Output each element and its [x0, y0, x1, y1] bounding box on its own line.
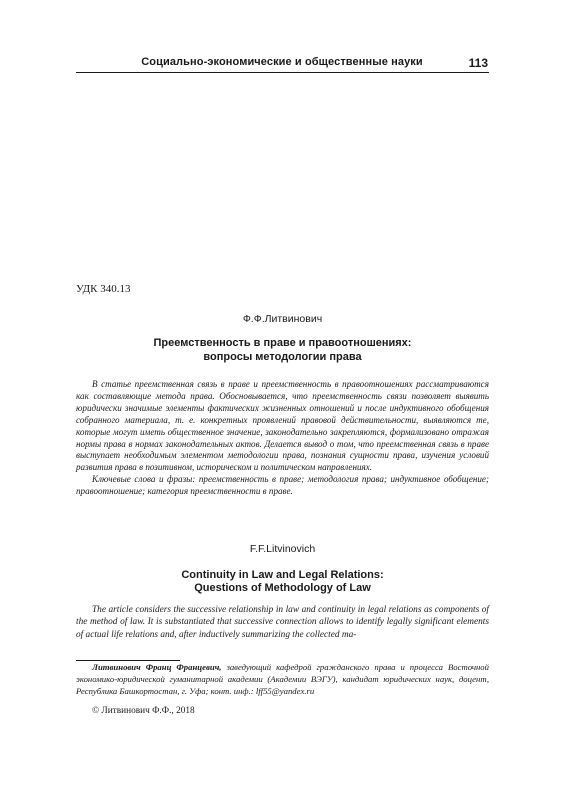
author-name-en: F.F.Litvinovich	[249, 543, 316, 555]
footnote-paragraph	[76, 662, 489, 697]
article-title-ru	[76, 336, 489, 364]
abstract-ru-text: В статье преемственная связь в праве и преемственность в правоотношениях рассматриваются как составляющие метода права. Обосновывается, что преемственность связи позволяет выявить юридически значимые элементы фактических жизненных отношений и после индуктивного обобщения собранного материала, т. е. конкретных проявлений правовой действительности, выявляются те, которые могут иметь общественное значение, законодательно закрепляются, формализовано отражая нормы права в нормах законодательных актов. Делается вывод о том, что преемственная связь в праве выступает необходимым элементом методологии права, познания сущности права, изучения условий развития права в позитивном, историческом и политическом направлениях.	[76, 379, 489, 473]
article-title-en	[76, 569, 489, 595]
header-rule	[76, 72, 489, 73]
author-footnote	[76, 662, 489, 697]
page-number: 113	[468, 56, 488, 70]
footnote-author-name: Литвинович Франц Францевич,	[92, 662, 222, 672]
abstract-en	[76, 604, 489, 641]
title-en-line-1: Continuity in Law and Legal Relations:	[181, 569, 384, 581]
abstract-ru	[76, 379, 489, 498]
copyright-line: © Литвинович Ф.Ф., 2018	[92, 706, 195, 716]
footnote-rule	[76, 660, 180, 661]
udk-code: УДК 340.13	[76, 283, 131, 295]
abstract-en-text: The article considers the successive relationship in law and continuity in legal relations as components of the method of law. It is substantiated that successive connection allows to identify legally significant elements of actual life relations and, after inductively summarizing the collected ma-	[76, 605, 489, 640]
journal-section-title: Социально-экономические и общественные науки	[141, 56, 423, 68]
keywords-ru: Ключевые слова и фразы: преемственность в праве; методология права; индуктивное обобщение; правоотношение; категория преемственности в праве.	[76, 474, 489, 497]
footnote-author-info: заведующий кафедрой гражданского права и процесса Восточной экономико-юридической гуманитарной академии (Академии ВЭГУ), кандидат юридических наук, доцент, Республика Башкортостан, г. Уфа; конт. инф.: lff55@yandex.ru	[76, 662, 489, 696]
author-name-ru: Ф.Ф.Литвинович	[242, 313, 323, 325]
title-ru-line-1: Преемственность в праве и правоотношениях:	[153, 337, 412, 349]
title-ru-line-2: вопросы методологии права	[203, 351, 362, 363]
title-en-line-2: Questions of Methodology of Law	[194, 582, 371, 594]
running-header	[76, 56, 488, 72]
